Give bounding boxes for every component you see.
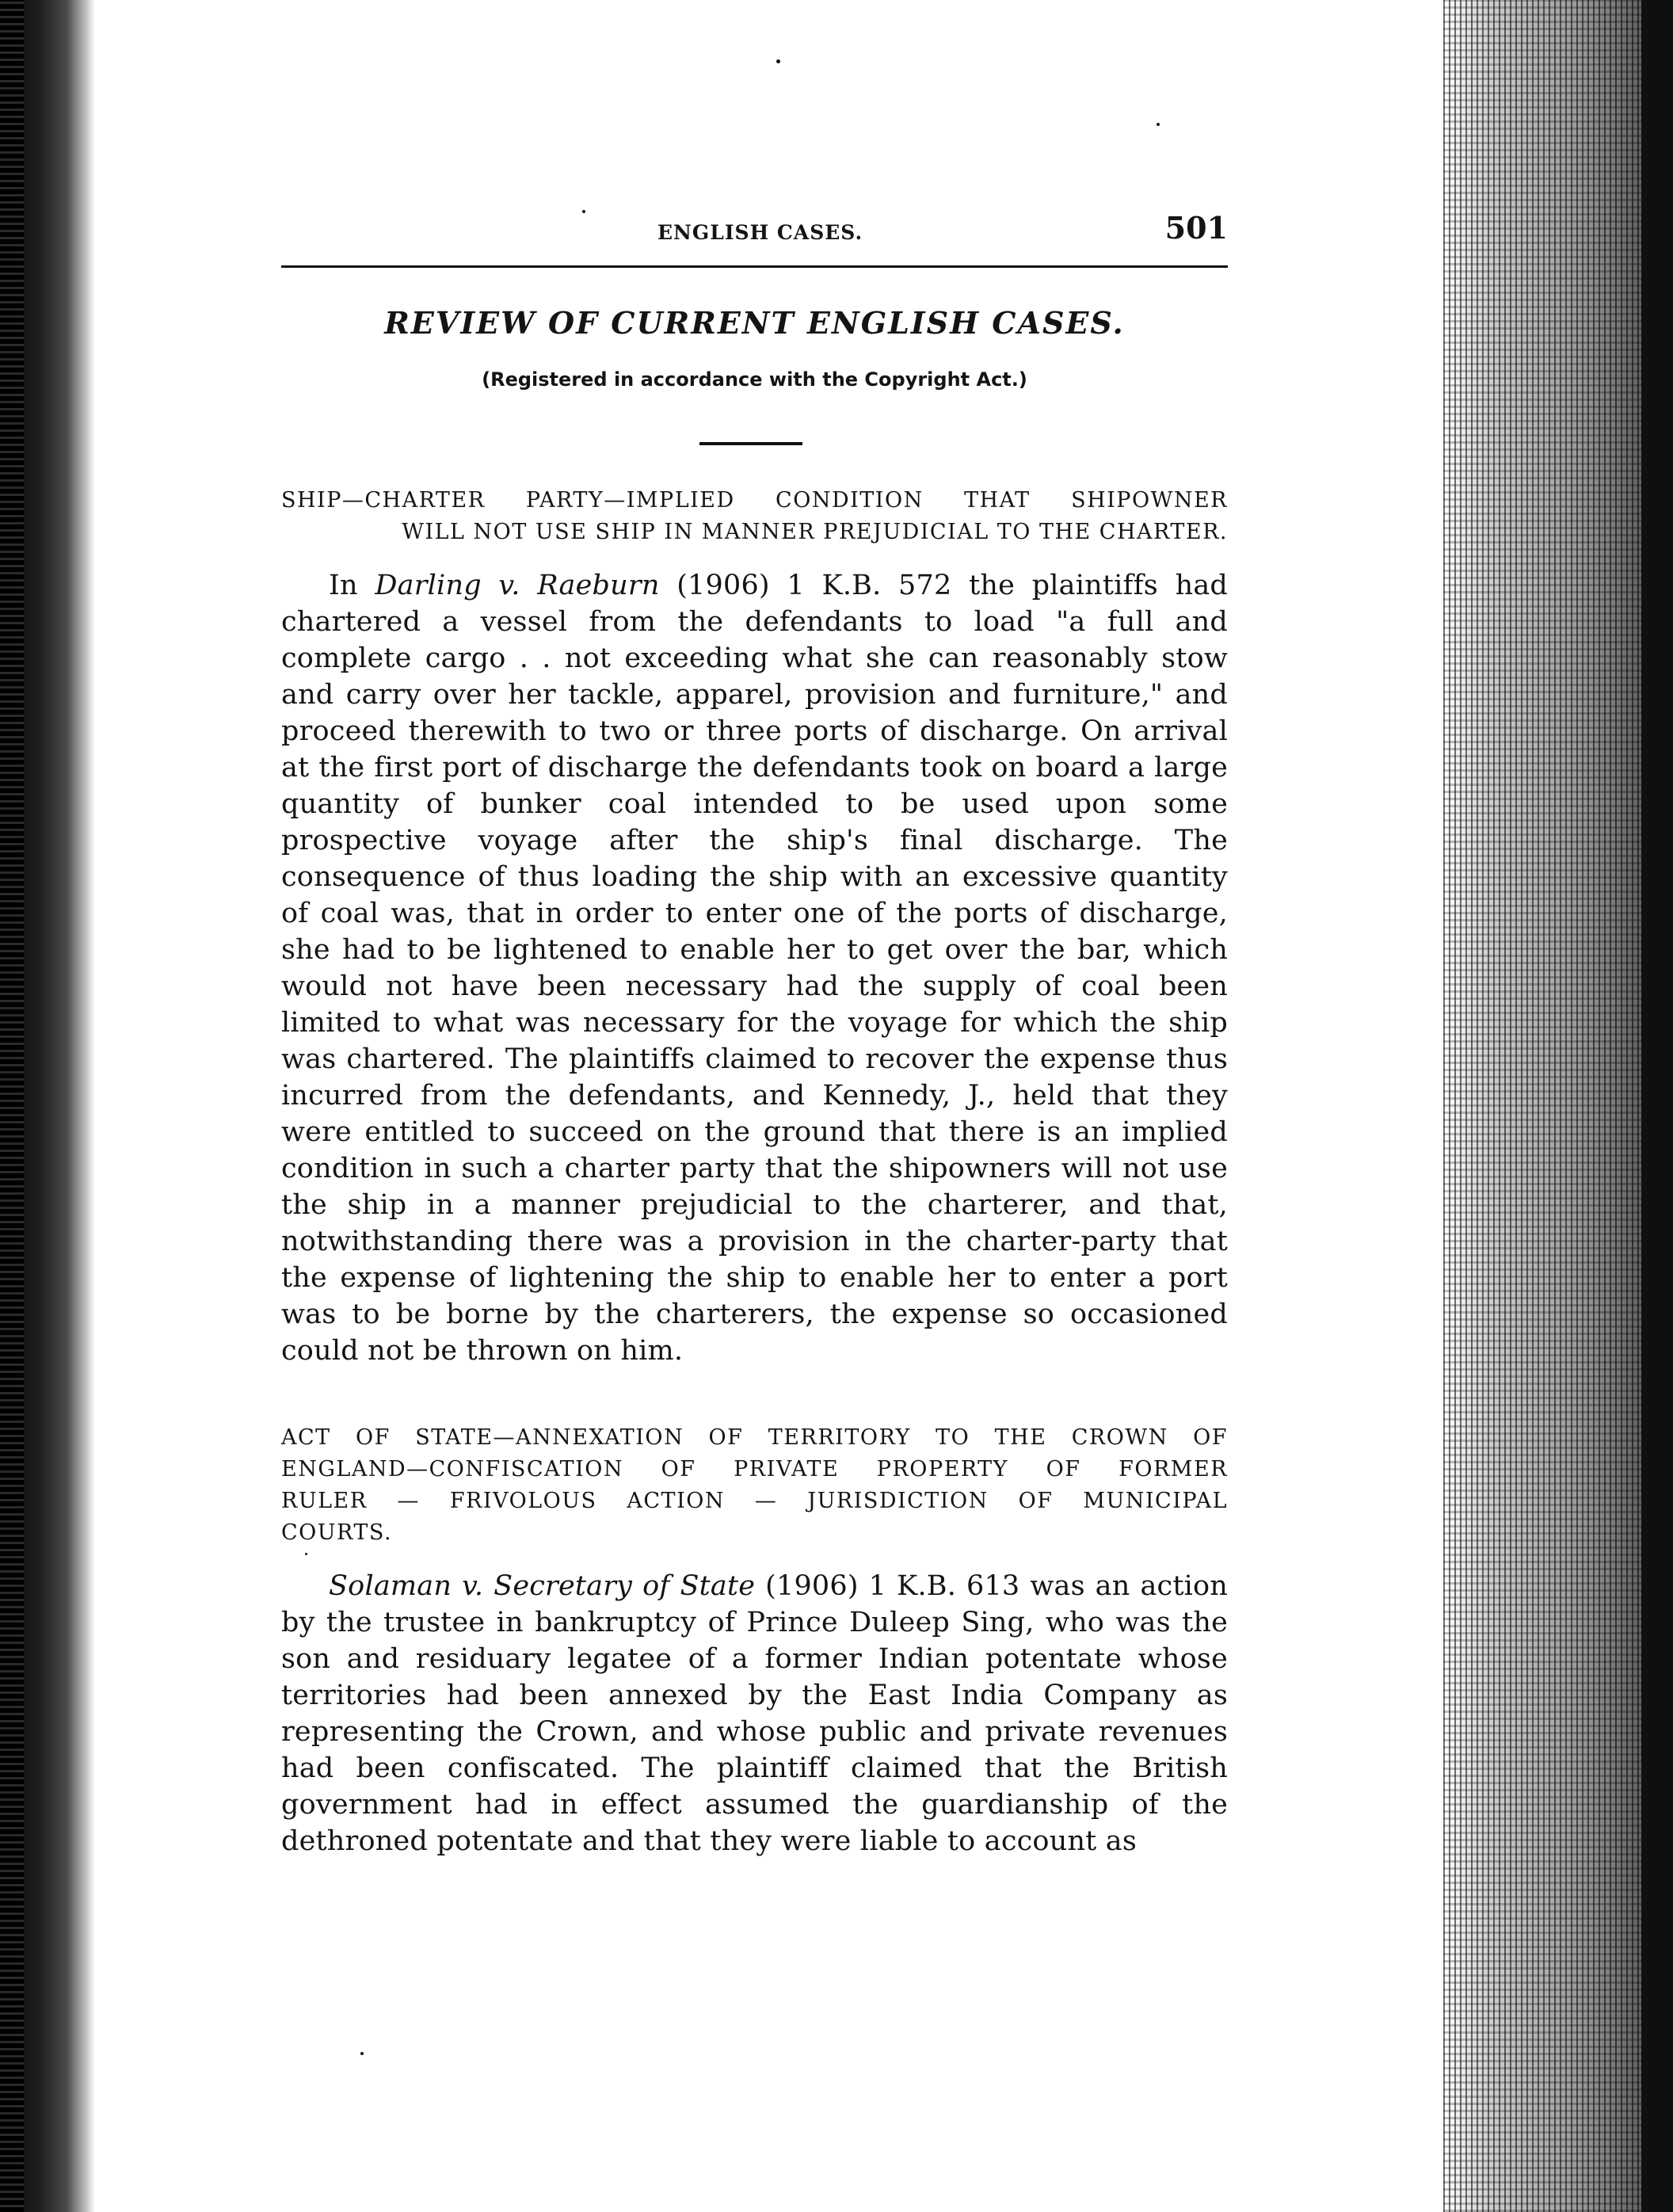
header-rule [281,265,1228,268]
case-entry [281,1422,1228,1859]
case-heading-line: ACT OF STATE—ANNEXATION OF TERRITORY TO THE CROWN OF [281,1425,1228,1450]
page-number: 501 [1164,210,1228,246]
page-content [281,202,1229,1857]
case-heading [281,1422,1228,1549]
scan-speck [360,2052,364,2055]
case-entry [281,485,1228,1369]
page-block-edge [1443,0,1673,2212]
case-paragraph [281,1568,1228,1859]
page-block-shadow [1641,0,1673,2212]
case-name: Solaman v. Secretary of State [329,1570,756,1602]
case-heading-line: ENGLAND—CONFISCATION OF PRIVATE PROPERTY OF FORMER [281,1457,1228,1482]
case-heading-line: COURTS. [281,1520,393,1545]
copyright-notice: (Registered in accordance with the Copyright Act.) [482,368,1027,391]
running-head [281,202,1228,251]
case-body-text: (1906) 1 K.B. 572 the plaintiffs had chartered a vessel from the defendants to load "a full and complete cargo . . not exceeding what she can reasonably stow and carry over her tackle, apparel, provision and furniture," and proceed therewith to two or three ports of discharge. On arrival at the first port of discharge the defendants took on board a large quantity of bunker coal intended to be used upon some prospective voyage after the ship's final discharge. The consequence of thus loading the ship with an excessive quantity of coal was, that in order to enter one of the ports of discharge, she had to be lightened to enable her to get over the bar, which would not have been necessary had the supply of coal been limited to what was necessary for the voyage for which the ship was chartered. The plaintiffs claimed to recover the expense thus incurred from the defendants, and Kennedy, J., held that they were entitled to succeed on the ground that there is an implied condition in such a charter party that the shipowners will not use the ship in a manner prejudicial to the charterer, and that, notwithstanding there was a provision in the charter-party that the expense of lightening the ship to enable her to enter a port was to be borne by the charterers, the expense so occasioned could not be thrown on him. [281,570,1229,1367]
scan-speck [776,59,780,63]
case-heading-line: SHIP—CHARTER PARTY—IMPLIED CONDITION THAT SHIPOWNER [281,488,1228,513]
running-title: ENGLISH CASES. [657,221,863,244]
title-rule [699,442,802,445]
case-heading-line: RULER — FRIVOLOUS ACTION — JURISDICTION OF MUNICIPAL [281,1489,1228,1513]
case-paragraph [281,567,1228,1369]
case-heading-line: WILL NOT USE SHIP IN MANNER PREJUDICIAL TO THE CHARTER. [402,520,1228,544]
case-heading [281,485,1228,548]
binding-edge [0,0,24,2212]
scan-speck [1157,123,1160,126]
section-title: REVIEW OF CURRENT ENGLISH CASES. [384,305,1125,341]
case-body-prefix: In [329,570,375,601]
case-body-text: (1906) 1 K.B. 613 was an action by the trustee in bankruptcy of Prince Duleep Sing, who was the son and residuary legatee of a former Indian potentate whose territories had been annexed by the East India Company as representing the Crown, and whose public and private revenues had been confiscated. The plaintiff claimed that the British government had in effect assumed the guardianship of the dethroned potentate and that they were liable to account as [281,1570,1228,1857]
case-name: Darling v. Raeburn [375,570,660,601]
